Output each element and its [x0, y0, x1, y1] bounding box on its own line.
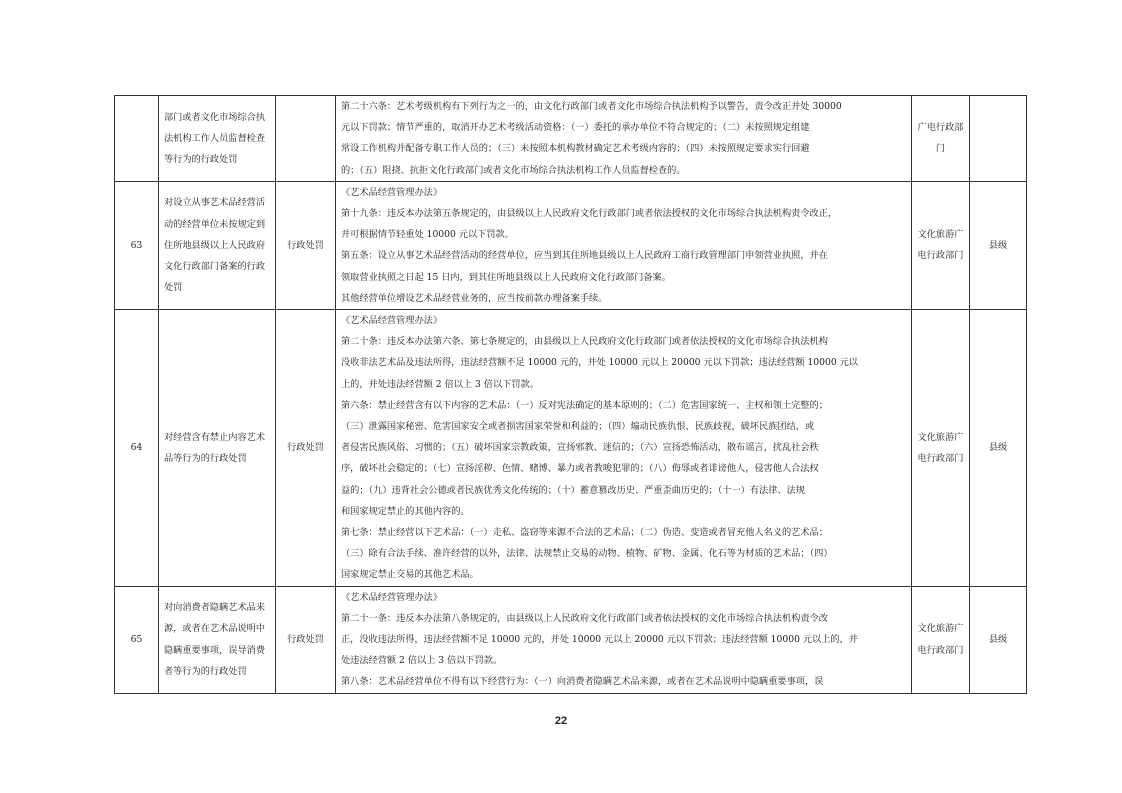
legal-basis-line: 正，没收违法所得，违法经营额不足 10000 元的，并处 10000 元以上 20000 元以下罚款；违法经营额 10000 元以上的，并 [341, 634, 858, 646]
level-cell: 县级 [970, 586, 1027, 693]
department-cell: 文化旅游广电行政部门 [912, 586, 970, 693]
table-row [115, 310, 1027, 587]
legal-basis-cell [336, 96, 912, 182]
legal-basis-line: 其他经营单位增设艺术品经营业务的，应当按前款办理备案手续。 [341, 292, 608, 304]
legal-basis-cell [336, 586, 912, 693]
level-cell: 县级 [970, 181, 1027, 309]
legal-basis-line: 处违法经营额 2 倍以上 3 倍以下罚款。 [341, 655, 503, 667]
legal-basis-line: 第十九条：违反本办法第五条规定的，由县级以上人民政府文化行政部门或者依法授权的文化市场综合执法机构责令改正， [341, 208, 838, 220]
legal-basis-line: 和国家规定禁止的其他内容的。 [341, 505, 470, 517]
legal-basis-line: 常设工作机构并配备专职工作人员的；（三）未按照本机构教材确定艺术考级内容的；（四）未按照规定要求实行回避 [341, 143, 810, 155]
row-number-cell: 63 [115, 181, 159, 309]
penalty-type-cell: 行政处罚 [276, 181, 336, 309]
regulation-table [114, 95, 1027, 694]
table-row [115, 96, 1027, 182]
legal-basis-line: 第五条：设立从事艺术品经营活动的经营单位，应当到其住所地县级以上人民政府工商行政管理部门申领营业执照，并在 [341, 250, 828, 262]
legal-basis-line: 《艺术品经营管理办法》 [341, 591, 443, 603]
item-name-cell: 对经营含有禁止内容艺术品等行为的行政处罚 [159, 310, 276, 587]
item-name-cell: 对向消费者隐瞒艺术品来源，或者在艺术品说明中隐瞒重要事项，误导消费者等行为的行政处罚 [159, 586, 276, 693]
legal-basis-line: 并可根据情节轻重处 10000 元以下罚款。 [341, 229, 514, 241]
department-cell: 文化旅游广电行政部门 [912, 310, 970, 587]
legal-basis-line: 国家规定禁止交易的其他艺术品。 [341, 569, 479, 581]
legal-basis-line: 《艺术品经营管理办法》 [341, 186, 443, 198]
legal-basis-line: 第六条：禁止经营含有以下内容的艺术品：（一）反对宪法确定的基本原则的；（二）危害国家统一、主权和领土完整的； [341, 399, 828, 411]
legal-basis-line: 元以下罚款；情节严重的，取消开办艺术考级活动资格：（一）委托的承办单位不符合规定的；（二）未按照规定组建 [341, 122, 810, 134]
legal-basis-line: 上的，并处违法经营额 2 倍以上 3 倍以下罚款。 [341, 378, 539, 390]
legal-basis-line: 的；（五）阻挠、抗拒文化行政部门或者文化市场综合执法机构工作人员监督检查的。 [341, 164, 686, 176]
legal-basis-line: 领取营业执照之日起 15 日内，到其住所地县级以上人民政府文化行政部门备案。 [341, 271, 671, 283]
legal-basis-line: 序，破坏社会稳定的；（七）宣扬淫秽、色情、赌博、暴力或者教唆犯罪的；（八）侮辱或者诽谤他人，侵害他人合法权 [341, 463, 819, 475]
table-row [115, 586, 1027, 693]
legal-basis-line: 第八条：艺术品经营单位不得有以下经营行为：（一）向消费者隐瞒艺术品来源，或者在艺术品说明中隐瞒重要事项，误 [341, 676, 824, 688]
row-number-cell: 64 [115, 310, 159, 587]
item-name-cell: 对设立从事艺术品经营活动的经营单位未按规定到住所地县级以上人民政府文化行政部门备案的行政处罚 [159, 181, 276, 309]
legal-basis-line: 第二十条：违反本办法第六条、第七条规定的，由县级以上人民政府文化行政部门或者依法授权的文化市场综合执法机构 [341, 336, 828, 348]
legal-basis-line: 没收非法艺术品及违法所得，违法经营额不足 10000 元的，并处 10000 元以上 20000 元以下罚款；违法经营额 10000 元以 [341, 357, 858, 369]
legal-basis-cell [336, 310, 912, 587]
penalty-type-cell: 行政处罚 [276, 310, 336, 587]
level-cell: 县级 [970, 310, 1027, 587]
legal-basis-line: 第二十一条：违反本办法第八条规定的，由县级以上人民政府文化行政部门或者依法授权的文化市场综合执法机构责令改 [341, 612, 828, 624]
page-number: 22 [554, 715, 568, 727]
department-cell: 文化旅游广电行政部门 [912, 181, 970, 309]
legal-basis-line: 者侵害民族风俗、习惯的；（五）破坏国家宗教政策，宣扬邪教、迷信的；（六）宣扬恐怖活动，散布谣言，扰乱社会秩 [341, 442, 819, 454]
legal-basis-line: （三）泄露国家秘密、危害国家安全或者损害国家荣誉和利益的；（四）煽动民族仇恨、民族歧视，破坏民族团结，或 [341, 421, 815, 433]
penalty-type-cell: 行政处罚 [276, 586, 336, 693]
legal-basis-line: 益的；（九）违背社会公德或者民族优秀文化传统的；（十）蓄意篡改历史、严重歪曲历史的；（十一）有法律、法规 [341, 484, 805, 496]
level-cell [970, 96, 1027, 182]
legal-basis-line: 第二十六条：艺术考级机构有下列行为之一的，由文化行政部门或者文化市场综合执法机构予以警告，责令改正并处 30000 [341, 101, 842, 112]
legal-basis-cell [336, 181, 912, 309]
legal-basis-line: （三）除有合法手续、准许经营的以外，法律、法规禁止交易的动物、植物、矿物、金属、化石等为材质的艺术品；（四） [341, 548, 833, 560]
legal-basis-line: 《艺术品经营管理办法》 [341, 315, 443, 327]
row-number-cell [115, 96, 159, 182]
department-cell: 广电行政部门 [912, 96, 970, 182]
penalty-type-cell [276, 96, 336, 182]
legal-basis-line: 第七条：禁止经营以下艺术品：（一）走私、盗窃等来源不合法的艺术品；（二）伪造、变造或者冒充他人名义的艺术品； [341, 527, 828, 539]
table-row [115, 181, 1027, 309]
row-number-cell: 65 [115, 586, 159, 693]
item-name-cell: 部门或者文化市场综合执法机构工作人员监督检查等行为的行政处罚 [159, 96, 276, 182]
